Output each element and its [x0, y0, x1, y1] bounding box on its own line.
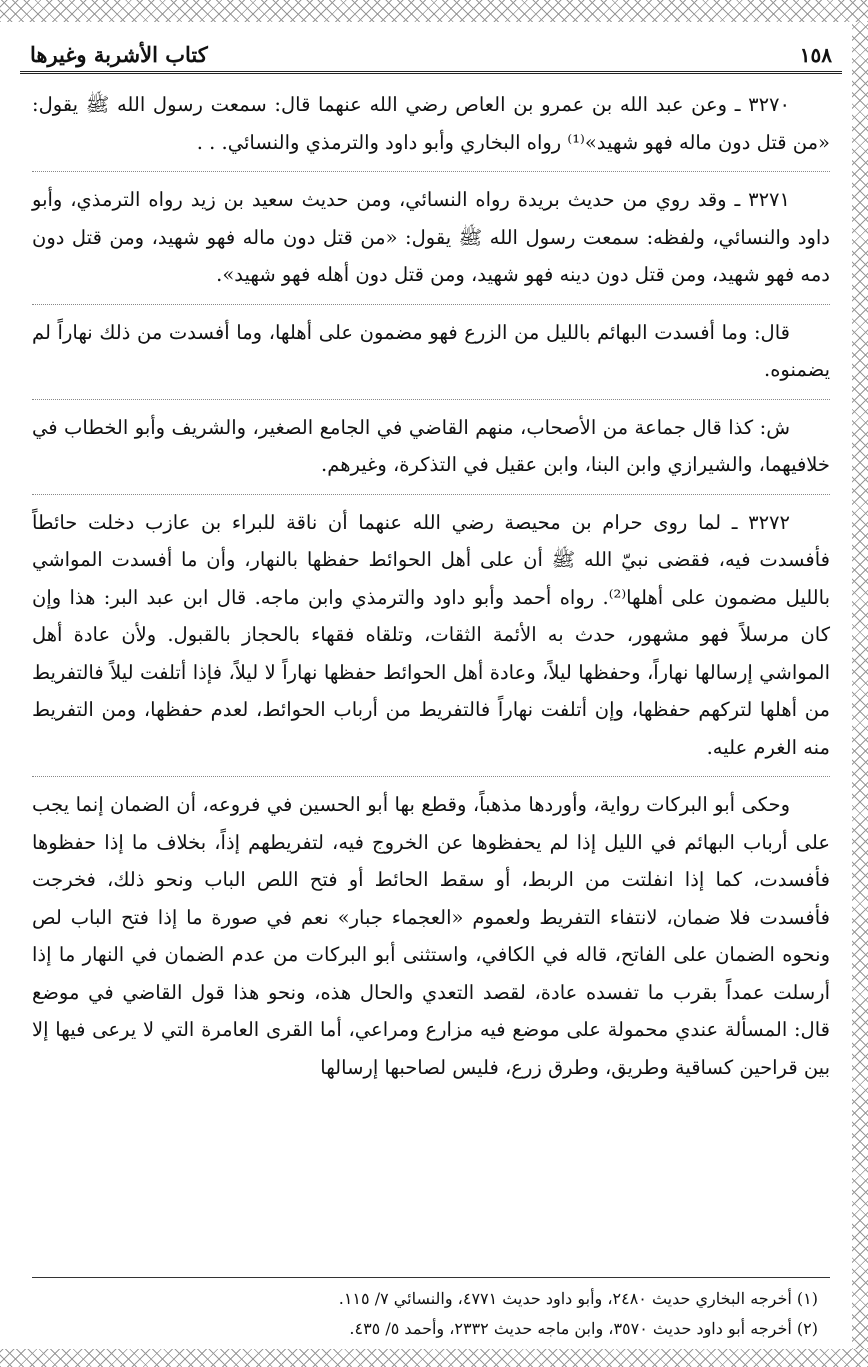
page-number: ١٥٨: [799, 43, 832, 67]
page-body: [20, 74, 842, 1086]
page-header: [20, 34, 842, 74]
paragraph-hadith-3270: ٣٢٧٠ ـ وعن عبد الله بن عمرو بن العاص رضي الله عنهما قال: سمعت رسول الله ﷺ يقول: «من قتل دون ماله فهو شهيد»⁽¹⁾ رواه البخاري وأبو داود والترمذي والنسائي. . .: [32, 93, 830, 154]
divider: [32, 171, 830, 173]
paragraph-sharh: ش: كذا قال جماعة من الأصحاب، منهم القاضي في الجامع الصغير، والشريف وأبو الخطاب في خلافيهما، والشيرازي وابن البنا، وابن عقيل في التذكرة، وغيرهم.: [32, 415, 830, 476]
footnote-2: (٢) أخرجه أبو داود حديث ٣٥٧٠، وابن ماجه حديث ٢٣٣٢، وأحمد ٥/ ٤٣٥.: [349, 1319, 818, 1338]
book-page: [20, 34, 842, 1344]
divider: [32, 399, 830, 401]
divider: [32, 304, 830, 306]
divider: [32, 494, 830, 496]
paragraph-matn: قال: وما أفسدت البهائم بالليل من الزرع فهو مضمون على أهلها، وما أفسدت من ذلك نهاراً لم يضمنوه.: [32, 320, 830, 381]
divider: [32, 776, 830, 778]
footnote-1: (١) أخرجه البخاري حديث ٢٤٨٠، وأبو داود حديث ٤٧٧١، والنسائي ٧/ ١١٥.: [338, 1289, 818, 1308]
decorative-border-bottom: [0, 1349, 868, 1367]
paragraph-hadith-3271: ٣٢٧١ ـ وقد روي من حديث بريدة رواه النسائي، ومن حديث سعيد بن زيد رواه الترمذي، وأبو داود والنسائي، ولفظه: سمعت رسول الله ﷺ يقول: «من قتل دون ماله فهو شهيد، ومن قتل دون دمه فهو شهيد، ومن قتل دون دينه فهو شهيد، ومن قتل دون أهله فهو شهيد».: [32, 188, 830, 286]
footnotes: [32, 1277, 830, 1344]
decorative-border-right: [852, 22, 868, 1349]
chapter-title: كتاب الأشربة وغيرها: [30, 42, 208, 67]
decorative-border-top: [0, 0, 868, 22]
paragraph-hadith-3272: ٣٢٧٢ ـ لما روى حرام بن محيصة رضي الله عنهما أن ناقة للبراء بن عازب دخلت حائطاً فأفسدت فيه، فقضى نبيّ الله ﷺ أن على أهل الحوائط حفظها بالنهار، وأن ما أفسدت المواشي بالليل مضمون على أهلها⁽²⁾. رواه أحمد وأبو داود والترمذي وابن ماجه. قال ابن عبد البر: هذا وإن كان مرسلاً فهو مشهور، حدث به الأئمة الثقات، وتلقاه فقهاء بالحجاز بالقبول. ولأن عادة أهل المواشي إرسالها نهاراً، وحفظها ليلاً، وعادة أهل الحوائط حفظها نهاراً لا ليلاً، فإذا أتلفت ليلاً فالتفريط من أهلها لتركهم حفظها، وإن أتلفت نهاراً فالتفريط من أرباب الحوائط، لعدم حفظها، ومن التفريط منه الغرم عليه.: [32, 510, 830, 759]
paragraph-discussion: وحكى أبو البركات رواية، وأوردها مذهباً، وقطع بها أبو الحسين في فروعه، أن الضمان إنما يجب على أرباب البهائم في الليل إذا لم يحفظوها عن الخروج فيه، لتفريطهم إذاً، بخلاف ما إذا حفظوها فأفسدت، كما إذا انفلتت من الربط، أو سقط الحائط أو فتح اللص الباب ونحو ذلك، فخرجت فأفسدت فلا ضمان، لانتفاء التفريط ولعموم «العجماء جبار» نعم في صورة ما إذا فتح الباب لص ونحوه الضمان على الفاتح، قاله في الكافي، واستثنى أبو البركات من عدم الضمان في النهار ما إذا أرسلت عمداً بقرب ما تفسده عادة، لقصد التعدي والحال هذه، ونحو هذا قول القاضي في موضع قال: المسألة عندي محمولة على موضع فيه مزارع ومراعي، أما القرى العامرة التي لا يرعى فيها إلا بين قراحين كساقية وطريق، وطرق زرع، فليس لصاحبها إرسالها: [32, 793, 830, 1079]
